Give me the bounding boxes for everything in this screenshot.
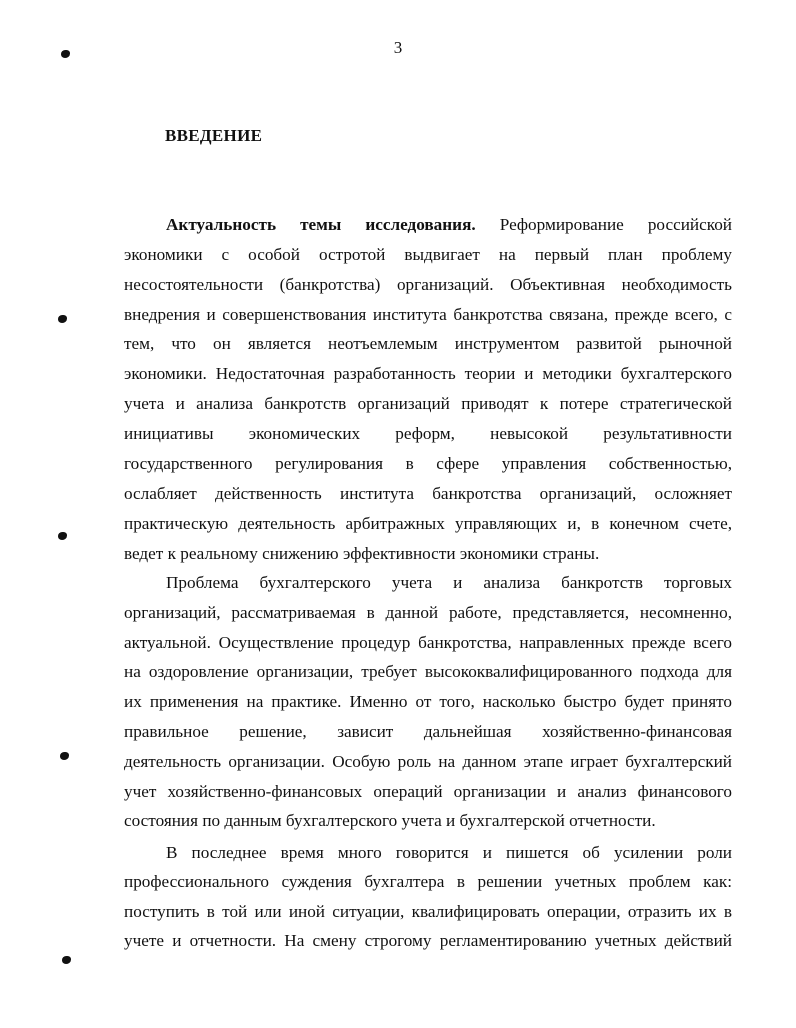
paragraph-line: ведет к реальному снижению эффективности экономики страны.: [124, 544, 600, 563]
paragraph-line: ослабляет действенность института банкротства организаций, осложняет: [124, 484, 732, 503]
scan-mark: [58, 532, 67, 540]
section-heading: ВВЕДЕНИЕ: [165, 126, 263, 145]
paragraph-line: профессионального суждения бухгалтера в решении учетных проблем как:: [124, 872, 732, 891]
paragraph-line: экономики с особой остротой выдвигает на первый план проблему: [124, 245, 732, 264]
paragraph-line: инициативы экономических реформ, невысокой результативности: [124, 424, 732, 443]
paragraph-line: Проблема бухгалтерского учета и анализа банкротств торговых: [166, 573, 732, 592]
page-number: 3: [393, 38, 403, 57]
paragraph-line: тем, что он является неотъемлемым инструментом развитой рыночной: [124, 334, 732, 353]
paragraph-line: несостоятельности (банкротства) организаций. Объективная необходимость: [124, 275, 732, 294]
paragraph-line: актуальной. Осуществление процедур банкротства, направленных прежде всего: [124, 633, 732, 652]
paragraph-line: учета и анализа банкротств организаций приводят к потере стратегической: [124, 394, 732, 413]
paragraph-line: экономики. Недостаточная разработанность теории и методики бухгалтерского: [124, 364, 732, 383]
paragraph-line: правильное решение, зависит дальнейшая хозяйственно-финансовая: [124, 722, 732, 741]
paragraph-line: практическую деятельность арбитражных управляющих и, в конечном счете,: [124, 514, 732, 533]
paragraph-line: учет хозяйственно-финансовых операций организации и анализ финансового: [124, 782, 732, 801]
lead-phrase: Актуальность темы исследования.: [166, 215, 476, 234]
scan-mark: [62, 956, 71, 964]
paragraph-line: внедрения и совершенствования института банкротства связана, прежде всего, с: [124, 305, 732, 324]
paragraph-line: [166, 215, 732, 237]
paragraph-line: состояния по данным бухгалтерского учета и бухгалтерской отчетности.: [124, 811, 656, 830]
scan-mark: [58, 315, 67, 323]
paragraph-line: деятельность организации. Особую роль на данном этапе играет бухгалтерский: [124, 752, 732, 771]
scan-mark: [60, 752, 69, 760]
paragraph-line: В последнее время много говорится и пишется об усилении роли: [166, 843, 732, 862]
paragraph-line: учете и отчетности. На смену строгому регламентированию учетных действий: [124, 931, 732, 950]
paragraph-line: государственного регулирования в сфере управления собственностью,: [124, 454, 732, 473]
paragraph-line: организаций, рассматриваемая в данной работе, представляется, несомненно,: [124, 603, 732, 622]
paragraph-line: поступить в той или иной ситуации, квалифицировать операции, отразить их в: [124, 902, 732, 921]
paragraph-line: их применения на практике. Именно от того, насколько быстро будет принято: [124, 692, 732, 711]
paragraph-line: на оздоровление организации, требует высококвалифицированного подхода для: [124, 662, 732, 681]
line-text: Реформирование российской: [475, 215, 732, 234]
